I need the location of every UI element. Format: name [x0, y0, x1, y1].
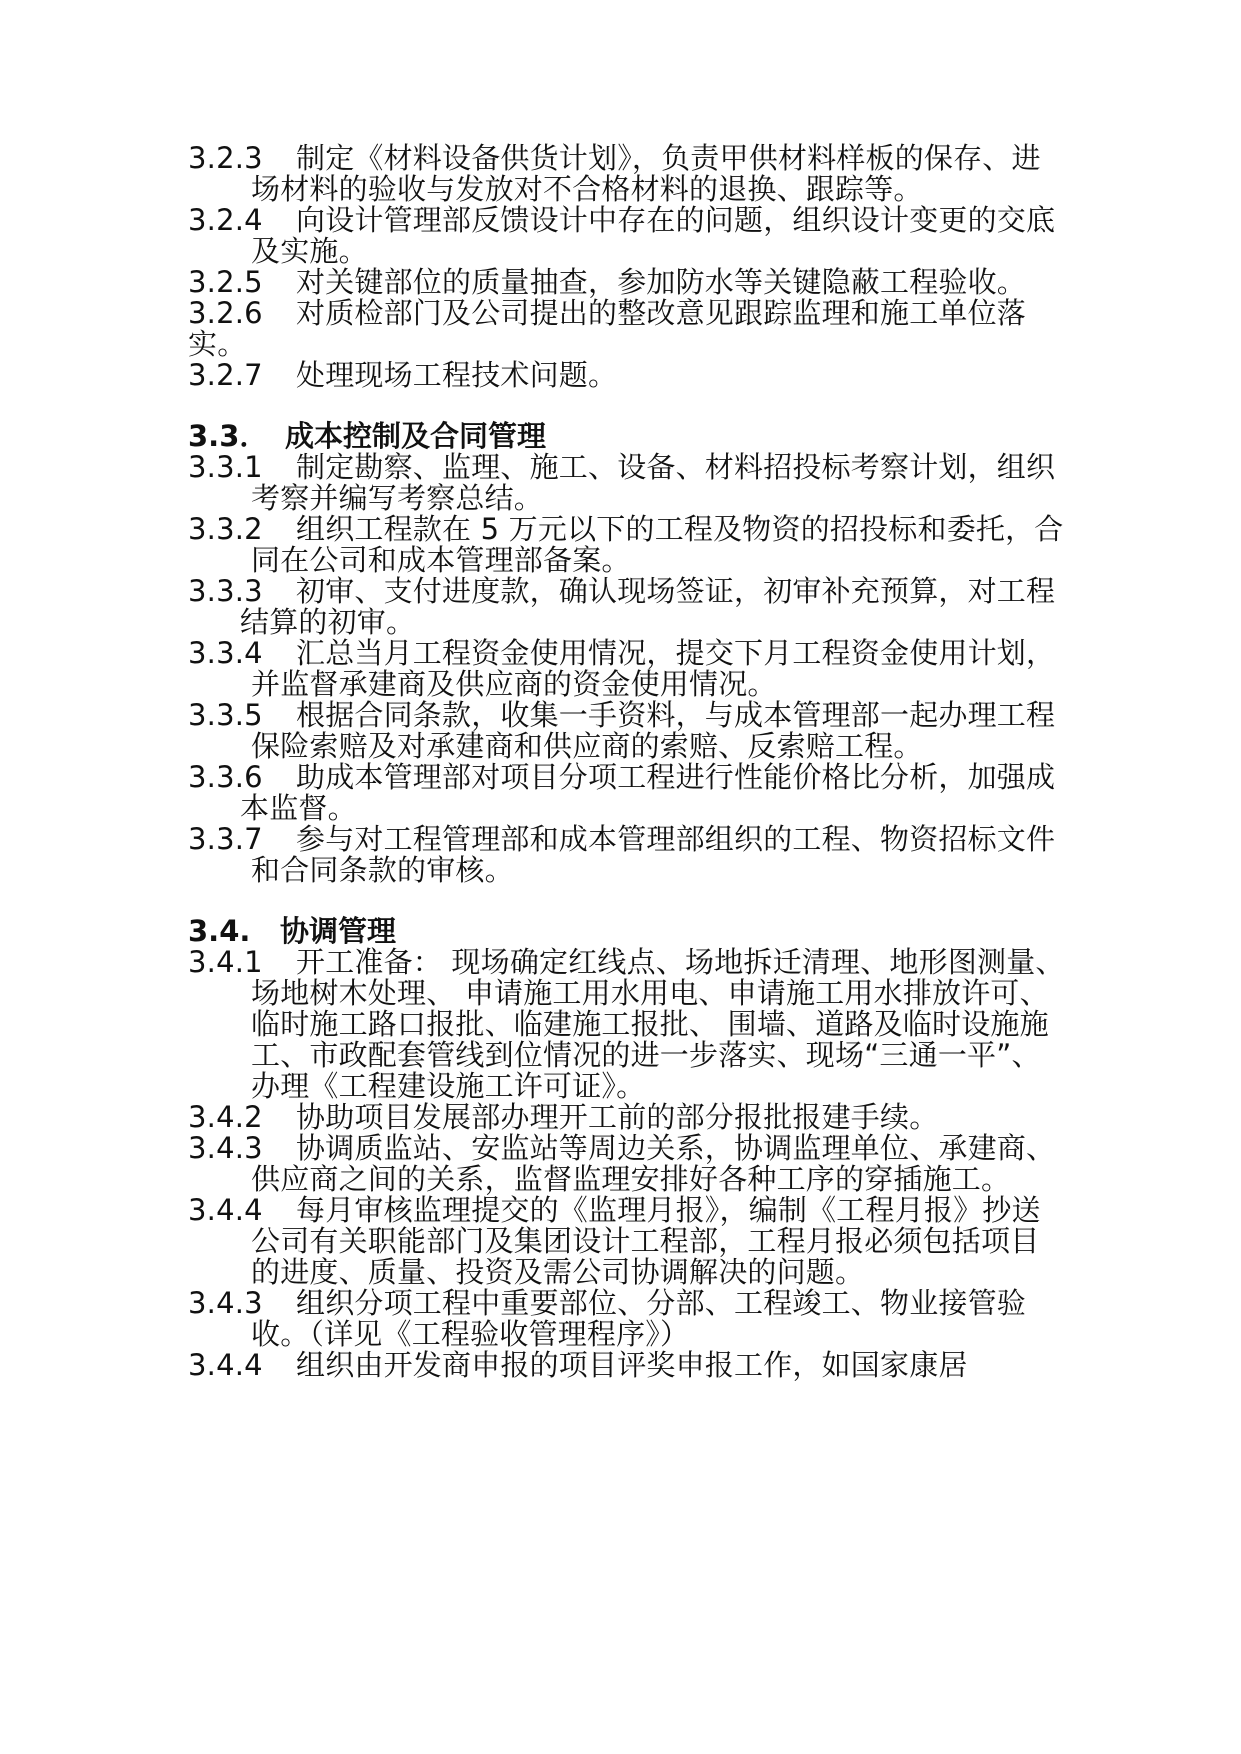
clause-text: 助成本管理部对项目分项工程进行性能价格比分析，加强成本监督。	[240, 760, 1056, 825]
clause-3-3-1	[188, 452, 1068, 514]
clause-3-3-7	[188, 824, 1068, 886]
clause-number: 3.4.4	[188, 1348, 263, 1382]
clause-3-4-4	[188, 1195, 1068, 1288]
clause-number: 3.3.4	[188, 636, 263, 670]
clause-3-2-3	[188, 143, 1068, 205]
section-title: 协调管理	[280, 914, 397, 948]
clause-number: 3.3.7	[188, 822, 263, 856]
section-number: 3.3．	[188, 419, 269, 453]
clause-text: 汇总当月工程资金使用情况，提交下月工程资金使用计划，并监督承建商及供应商的资金使用情况。	[251, 636, 1056, 701]
clause-text: 组织分项工程中重要部位、分部、工程竣工、物业接管验收。（详见《工程验收管理程序》）	[251, 1286, 1027, 1351]
clause-number: 3.3.2	[188, 512, 263, 546]
clause-3-2-7	[188, 360, 1068, 391]
clause-3-2-5	[188, 267, 1068, 298]
clause-number: 3.3.1	[188, 450, 263, 484]
clause-number: 3.4.4	[188, 1193, 263, 1227]
section-heading-3-3	[188, 420, 1068, 452]
clause-number: 3.4.3	[188, 1131, 263, 1165]
clause-3-4-4-second	[188, 1350, 1068, 1381]
clause-text: 组织由开发商申报的项目评奖申报工作，如国家康居	[296, 1348, 968, 1382]
clause-text: 制定勘察、监理、施工、设备、材料招投标考察计划，组织考察并编写考察总结。	[251, 450, 1056, 515]
clause-number: 3.2.7	[188, 358, 263, 392]
clause-text: 每月审核监理提交的《监理月报》，编制《工程月报》抄送公司有关职能部门及集团设计工程部，工程月报必须包括项目的进度、质量、投资及需公司协调解决的问题。	[251, 1193, 1041, 1289]
clause-number: 3.4.3	[188, 1286, 263, 1320]
clause-number: 3.4.1	[188, 945, 263, 979]
clause-text: 组织工程款在 5 万元以下的工程及物资的招投标和委托，合同在公司和成本管理部备案。	[251, 512, 1064, 577]
clause-3-4-2	[188, 1102, 1068, 1133]
clause-text: 协助项目发展部办理开工前的部分报批报建手续。	[296, 1100, 939, 1134]
clause-3-3-3	[188, 576, 1068, 638]
clause-3-4-3-second	[188, 1288, 1068, 1350]
clause-text: 处理现场工程技术问题。	[296, 358, 618, 392]
section-title: 成本控制及合同管理	[285, 419, 547, 453]
clause-3-3-6	[188, 762, 1068, 824]
clause-3-2-4	[188, 205, 1068, 267]
clause-3-4-1	[188, 947, 1068, 1102]
section-heading-3-4	[188, 915, 1068, 947]
clause-number: 3.2.4	[188, 203, 263, 237]
clause-text: 参与对工程管理部和成本管理部组织的工程、物资招标文件和合同条款的审核。	[251, 822, 1056, 887]
clause-number: 3.2.3	[188, 141, 263, 175]
clause-text: 根据合同条款，收集一手资料，与成本管理部一起办理工程保险索赔及对承建商和供应商的索赔、反索赔工程。	[251, 698, 1056, 763]
clause-number: 3.3.3	[188, 574, 263, 608]
clause-number: 3.4.2	[188, 1100, 263, 1134]
clause-3-3-4	[188, 638, 1068, 700]
clause-number: 3.3.6	[188, 760, 263, 794]
clause-text: 对质检部门及公司提出的整改意见跟踪监理和施工单位落实。	[188, 296, 1027, 361]
document-body	[188, 143, 1068, 1381]
clause-number: 3.2.6	[188, 296, 263, 330]
section-number: 3.4.	[188, 914, 251, 948]
clause-3-4-3	[188, 1133, 1068, 1195]
clause-text: 协调质监站、安监站等周边关系，协调监理单位、承建商、供应商之间的关系，监督监理安排好各种工序的穿插施工。	[251, 1131, 1056, 1196]
clause-text: 初审、支付进度款，确认现场签证，初审补充预算，对工程结算的初审。	[240, 574, 1056, 639]
clause-3-2-6	[188, 298, 1068, 360]
clause-number: 3.2.5	[188, 265, 263, 299]
clause-3-3-5	[188, 700, 1068, 762]
clause-number: 3.3.5	[188, 698, 263, 732]
clause-text: 开工准备： 现场确定红线点、场地拆迁清理、地形图测量、场地树木处理、 申请施工用水用电、申请施工用水排放许可、临时施工路口报批、临建施工报批、 围墙、道路及临时设施施工、市政配套管线到位情况的进一步落实、现场“三通一平”、办理《工程建设施工许可证》。	[251, 945, 1065, 1103]
clause-3-3-2	[188, 514, 1068, 576]
clause-text: 对关键部位的质量抽查，参加防水等关键隐蔽工程验收。	[296, 265, 1027, 299]
clause-text: 向设计管理部反馈设计中存在的问题，组织设计变更的交底及实施。	[251, 203, 1056, 268]
clause-text: 制定《材料设备供货计划》，负责甲供材料样板的保存、进场材料的验收与发放对不合格材料的退换、跟踪等。	[251, 141, 1041, 206]
